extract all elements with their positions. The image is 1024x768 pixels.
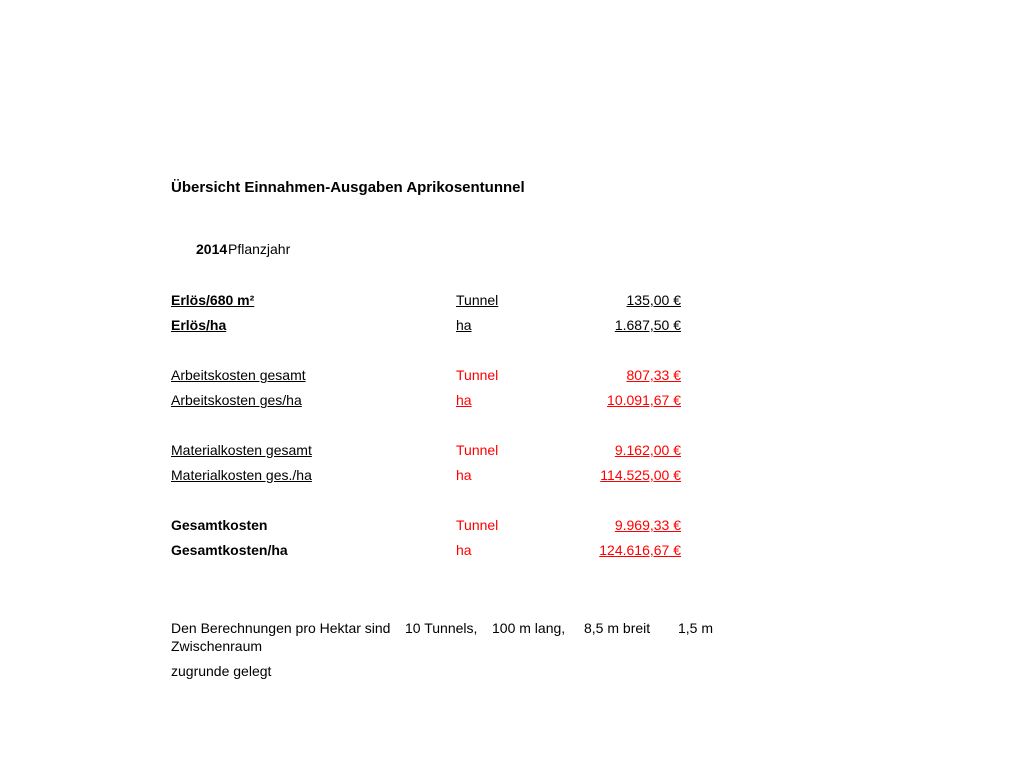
table-row-revenue-tunnel — [0, 291, 1024, 309]
row-value: 124.616,67 € — [599, 542, 681, 558]
row-unit: Tunnel — [456, 292, 499, 308]
row-label: Arbeitskosten ges/ha — [171, 392, 302, 408]
row-value: 1.687,50 € — [614, 317, 681, 333]
footnote-tunnels: 10 Tunnels, — [405, 620, 478, 636]
table-row-labor-tunnel — [0, 366, 1024, 384]
footnote-spacing: 1,5 m — [678, 620, 714, 636]
row-unit: Tunnel — [456, 442, 499, 458]
table-row-material-ha — [0, 466, 1024, 484]
row-value: 9.969,33 € — [614, 517, 681, 533]
footnote-width: 8,5 m breit — [584, 620, 651, 636]
row-label: Erlös/680 m² — [171, 292, 255, 308]
row-label: Materialkosten gesamt — [171, 442, 312, 458]
row-label: Gesamtkosten/ha — [171, 542, 288, 558]
row-label: Erlös/ha — [171, 317, 227, 333]
row-label: Arbeitskosten gesamt — [171, 367, 306, 383]
row-value: 135,00 € — [626, 292, 681, 308]
page-title: Übersicht Einnahmen-Ausgaben Aprikosentunnel — [171, 179, 525, 196]
row-value: 9.162,00 € — [614, 442, 681, 458]
table-row-total-tunnel — [0, 516, 1024, 534]
row-unit: ha — [456, 317, 472, 333]
row-value: 114.525,00 € — [600, 467, 681, 483]
table-row-labor-ha — [0, 391, 1024, 409]
footnote-spacing-wrap: Zwischenraum — [171, 638, 263, 654]
year-label: Pflanzjahr — [228, 241, 291, 257]
table-row-revenue-ha — [0, 316, 1024, 334]
footnote-intro: Den Berechnungen pro Hektar sind — [171, 620, 391, 636]
row-label: Gesamtkosten — [171, 517, 268, 533]
row-value: 10.091,67 € — [607, 392, 681, 408]
row-unit: ha — [456, 392, 472, 408]
row-unit: Tunnel — [456, 517, 499, 533]
table-row-total-ha — [0, 541, 1024, 559]
footnote-outro: zugrunde gelegt — [171, 663, 272, 679]
row-value: 807,33 € — [626, 367, 681, 383]
footnote-length: 100 m lang, — [492, 620, 566, 636]
row-unit: ha — [456, 542, 472, 558]
row-unit: Tunnel — [456, 367, 499, 383]
year-value: 2014 — [196, 241, 228, 257]
table-row-material-tunnel — [0, 441, 1024, 459]
row-label: Materialkosten ges./ha — [171, 467, 312, 483]
row-unit: ha — [456, 467, 472, 483]
